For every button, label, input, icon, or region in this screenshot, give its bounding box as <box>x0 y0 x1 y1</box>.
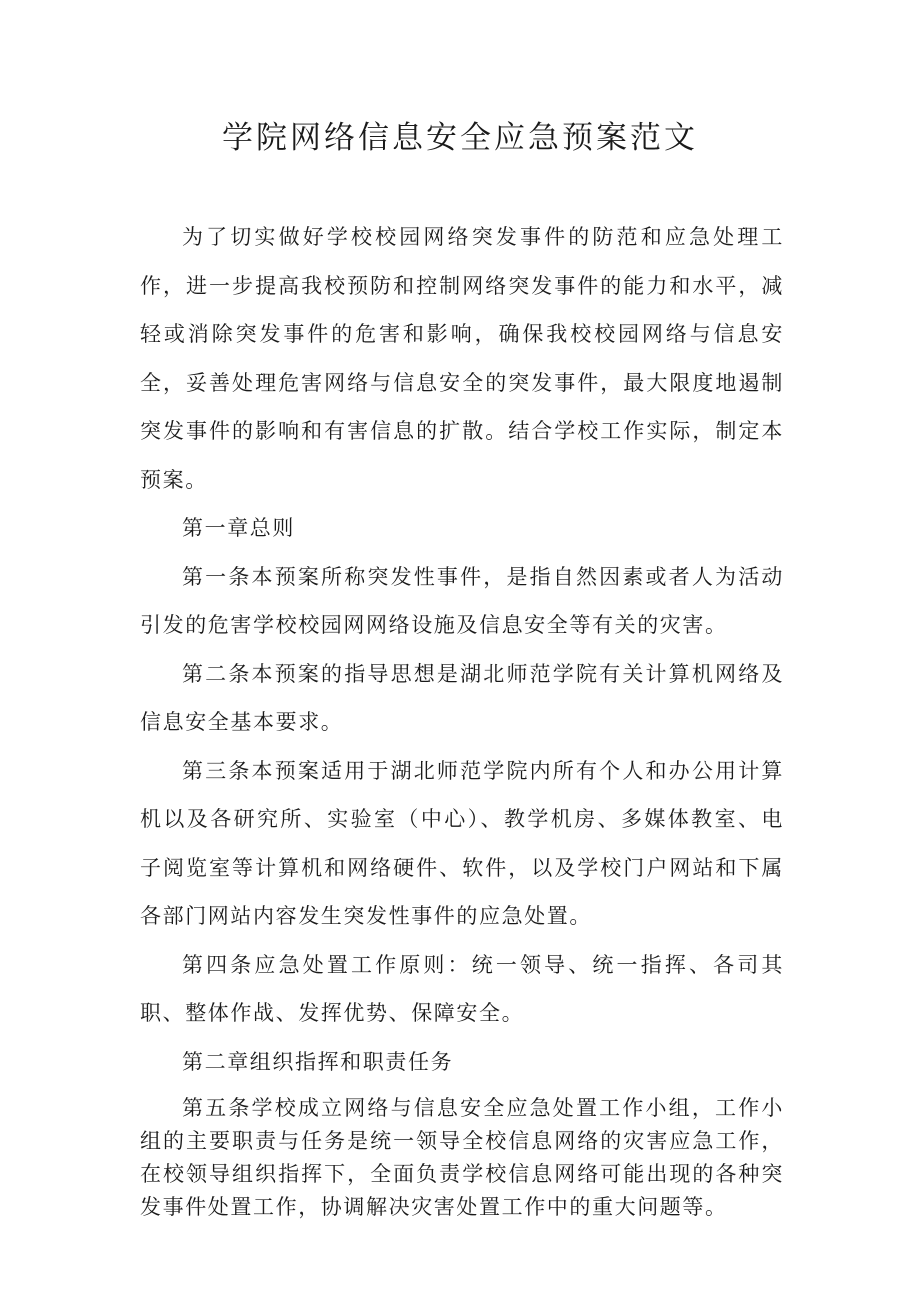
document-title: 学院网络信息安全应急预案范文 <box>222 120 698 156</box>
chapter-1-heading: 第一章总则 <box>182 516 295 540</box>
article-4-paragraph: 第四条应急处置工作原则：统一领导、统一指挥、各司其职、整体作战、发挥优势、保障安全。 <box>140 952 784 1025</box>
article-2-paragraph: 第二条本预案的指导思想是湖北师范学院有关计算机网络及信息安全基本要求。 <box>140 661 784 734</box>
article-3-paragraph: 第三条本预案适用于湖北师范学院内所有个人和办公用计算机以及各研究所、实验室（中心）、教学机房、多媒体教室、电子阅览室等计算机和网络硬件、软件，以及学校门户网站和下属各部门网站内容发生突发性事件的应急处置。 <box>140 758 784 928</box>
chapter-2-heading: 第二章组织指挥和职责任务 <box>182 1049 454 1074</box>
article-5-paragraph: 第五条学校成立网络与信息安全应急处置工作小组，工作小组的主要职责与任务是统一领导全校信息网络的灾害应急工作，在校领导组织指挥下，全面负责学校信息网络可能出现的各种突发事件处置工作，协调解决灾害处置工作中的重大问题等。 <box>140 1096 784 1219</box>
document-body <box>140 213 784 1224</box>
article-1-paragraph: 第一条本预案所称突发性事件，是指自然因素或者人为活动引发的危害学校校园网网络设施及信息安全等有关的灾害。 <box>140 564 784 637</box>
intro-paragraph: 为了切实做好学校校园网络突发事件的防范和应急处理工作，进一步提高我校预防和控制网络突发事件的能力和水平，减轻或消除突发事件的危害和影响，确保我校校园网络与信息安全，妥善处理危害网络与信息安全的突发事件，最大限度地遏制突发事件的影响和有害信息的扩散。结合学校工作实际，制定本预案。 <box>140 225 784 492</box>
